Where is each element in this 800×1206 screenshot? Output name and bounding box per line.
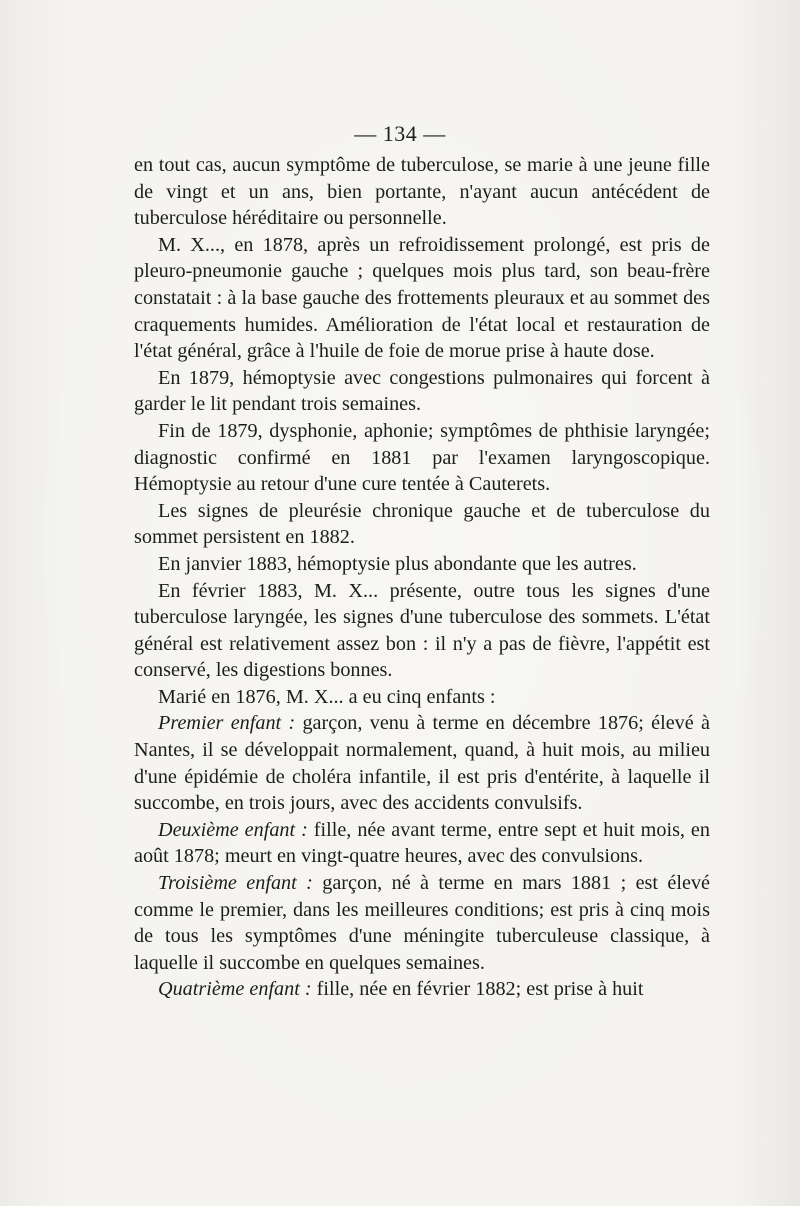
paragraph-second-child [134,817,710,870]
paragraph-fourth-child [134,976,710,1003]
paragraph-4: Fin de 1879, dysphonie, aphonie; symptômes de phthisie laryngée; diagnostic confirmé en 1881 par l'examen laryngoscopique. Hémoptysie au retour d'une cure tentée à Cauterets. [134,419,710,496]
paragraph-2: M. X..., en 1878, après un refroidissement prolongé, est pris de pleuro-pneumonie gauche ; quelques mois plus tard, son beau-frère constatait : à la base gauche des frottements pleuraux et au sommet des craquements humides. Amélioration de l'état local et restauration de l'état général, grâce à l'huile de foie de morue prise à haute dose. [134,233,710,363]
paragraph-5: Les signes de pleurésie chronique gauche et de tuberculose du sommet persistent en 1882. [134,499,710,549]
page-number: — 134 — [354,121,446,146]
third-child-text: garçon, né à terme en mars 1881 ; est élevé comme le premier, dans les meilleures conditions; est pris à cinq mois de tous les symptômes d'une méningite tuberculeuse classique, à laquelle il succombe en quelques semaines. [134,872,710,974]
first-child-heading: Premier enfant : [158,712,296,735]
paragraph-6: En janvier 1883, hémoptysie plus abondante que les autres. [158,552,637,575]
paragraph-3: En 1879, hémoptysie avec congestions pulmonaires qui forcent à garder le lit pendant trois semaines. [134,366,710,416]
third-child-heading: Troisième enfant : [158,872,313,895]
fourth-child-text: fille, née en février 1882; est prise à huit [311,978,644,1001]
paragraph-third-child [134,870,710,976]
second-child-text: fille, née avant terme, entre sept et huit mois, en août 1878; meurt en vingt-quatre heures, avec des convulsions. [134,818,710,868]
fourth-child-heading: Quatrième enfant : [158,978,312,1001]
paragraph-1: en tout cas, aucun symptôme de tuberculose, se marie à une jeune fille de vingt et un ans, bien portante, n'ayant aucun antécédent de tuberculose héréditaire ou personnelle. [134,154,710,230]
body-text [134,152,710,1003]
paragraph-7: En février 1883, M. X... présente, outre tous les signes d'une tuberculose laryngée, les signes d'une tuberculose des sommets. L'état général est relativement assez bon : il n'y a pas de fièvre, l'appétit est conservé, les digestions bonnes. [134,579,710,682]
first-child-text: garçon, venu à terme en décembre 1876; élevé à Nantes, il se développait normalement, quand, à huit mois, au milieu d'une épidémie de choléra infantile, il est pris d'entérite, à laquelle il succombe, en trois jours, avec des accidents convulsifs. [134,712,710,815]
paragraph-first-child [134,710,710,816]
second-child-heading: Deuxième enfant : [158,818,308,841]
paragraph-8: Marié en 1876, M. X... a eu cinq enfants : [158,685,496,708]
